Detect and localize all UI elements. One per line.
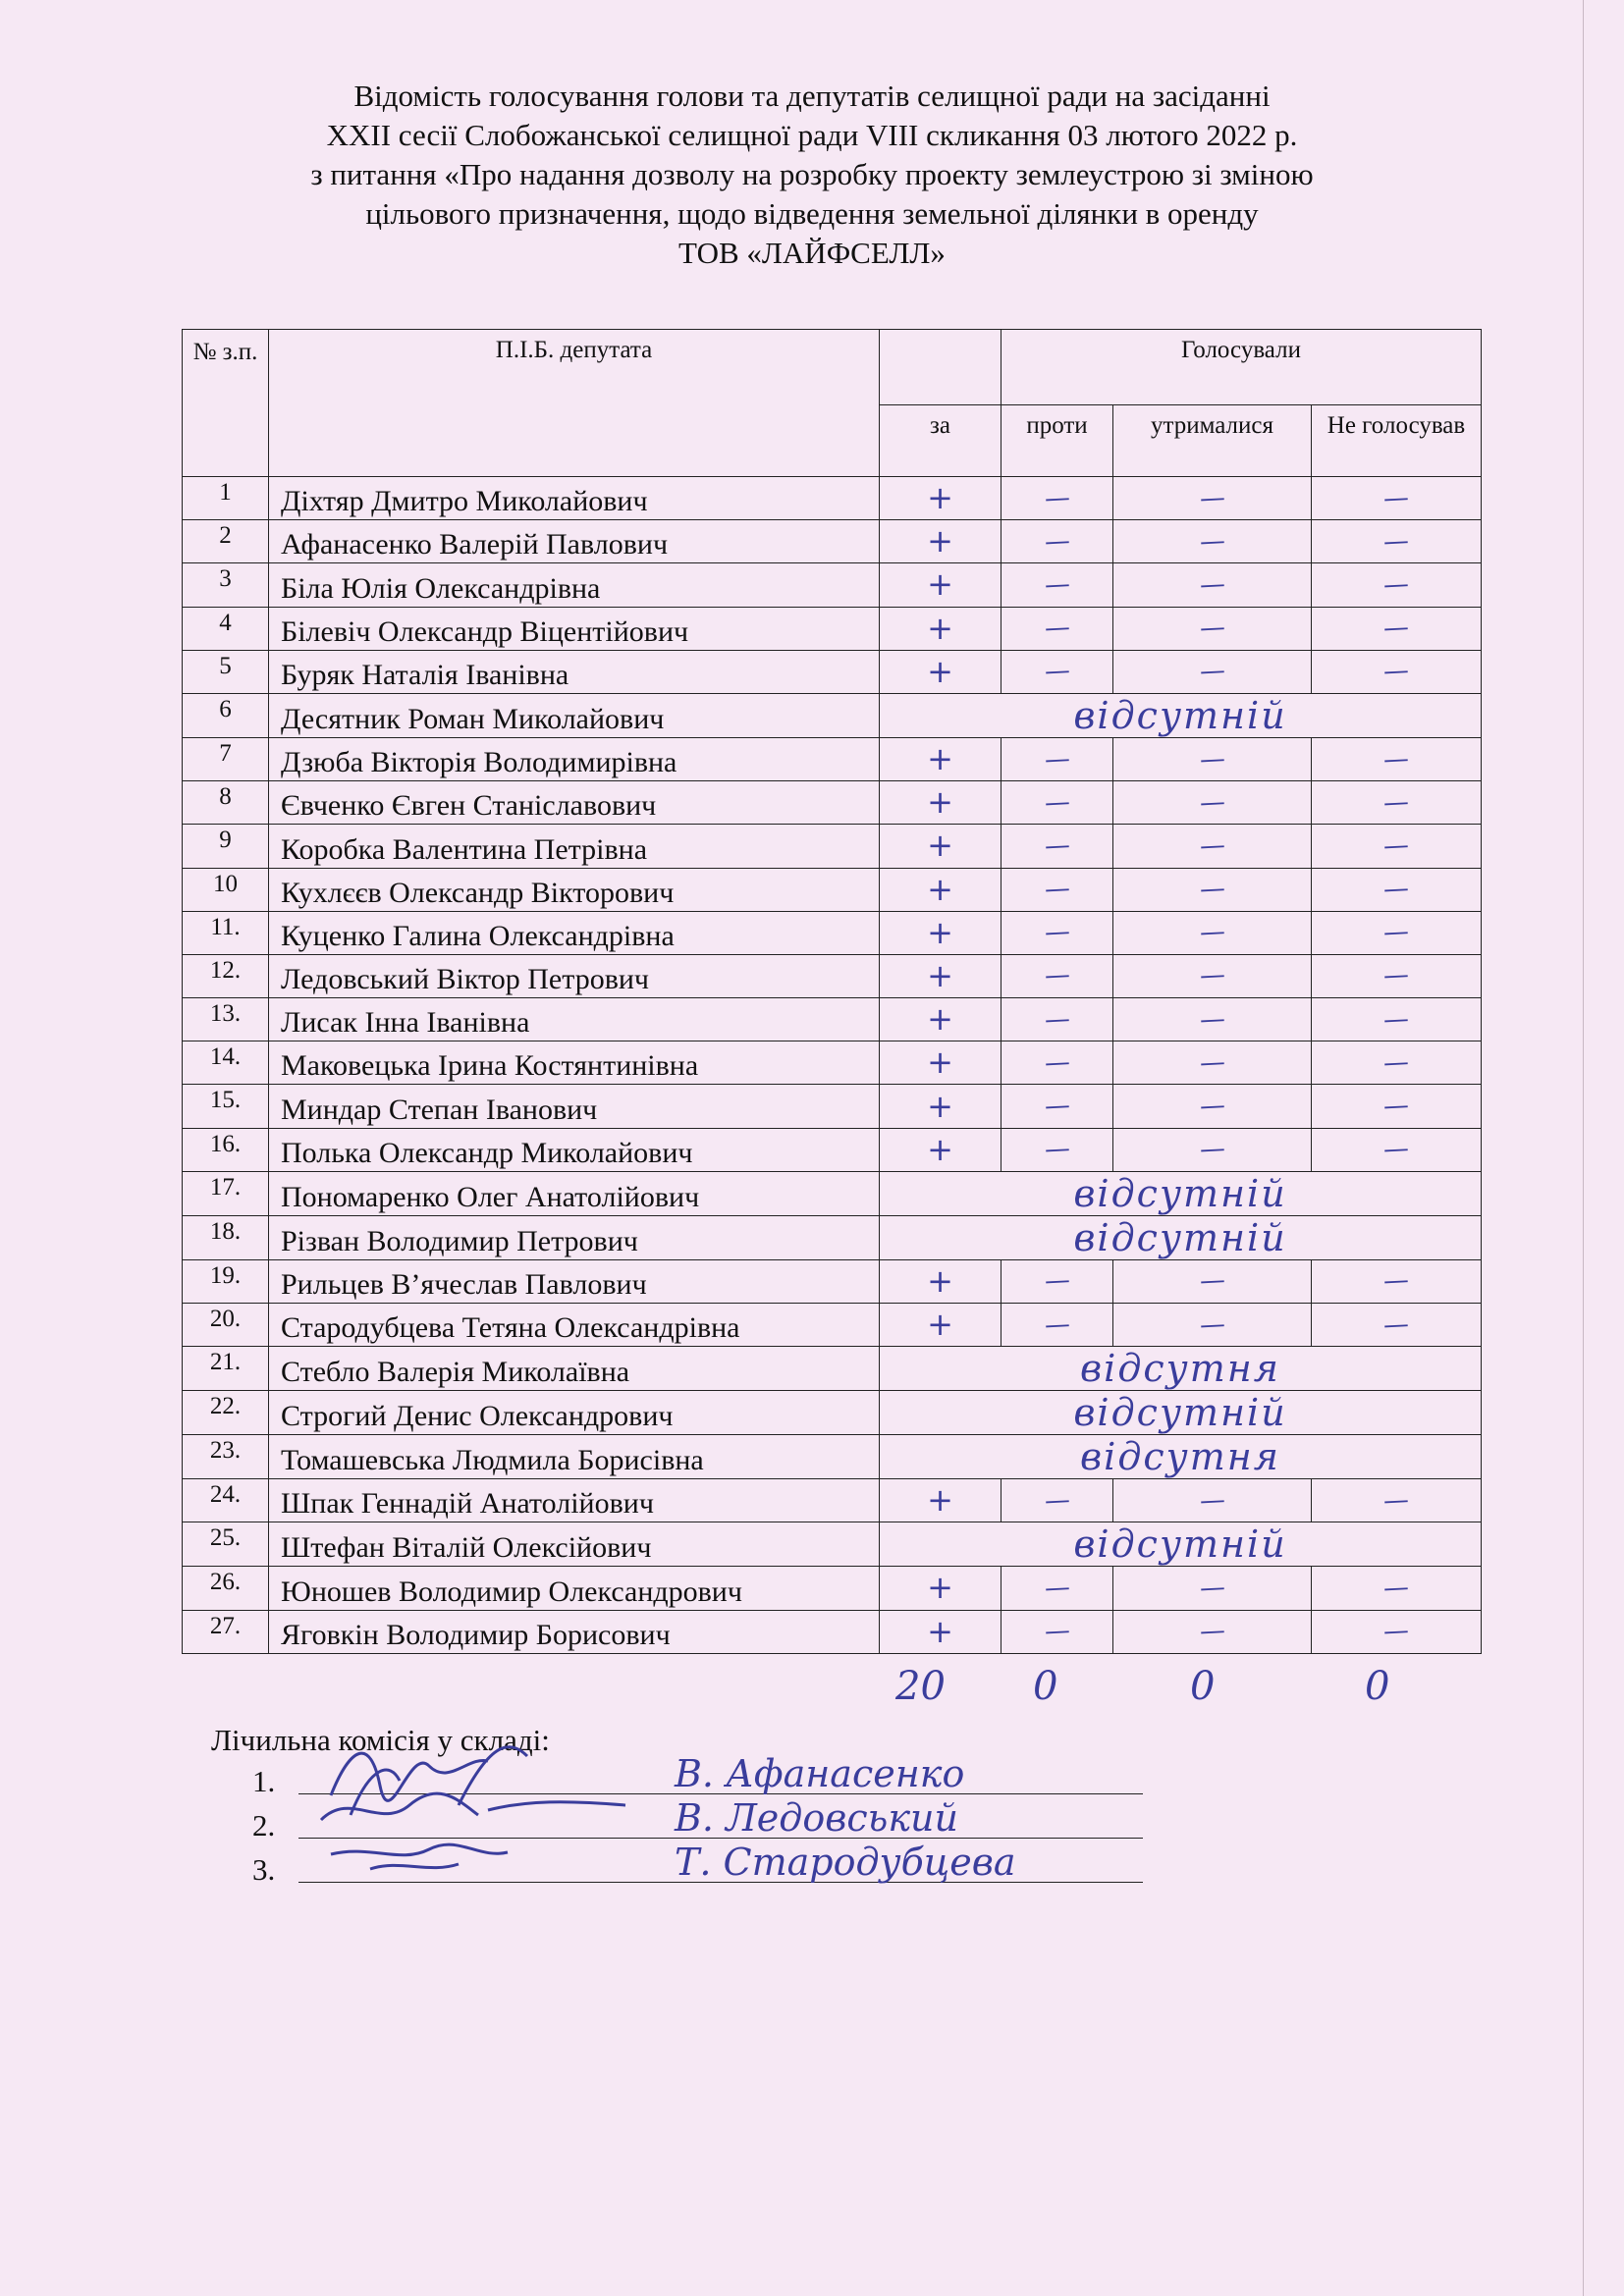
vote-not-voted-mark: — bbox=[1382, 960, 1410, 992]
total-against: 0 bbox=[1033, 1664, 1058, 1709]
vote-for bbox=[880, 1304, 1001, 1347]
deputy-name: Діхтяр Дмитро Миколайович bbox=[269, 477, 880, 520]
vote-not-voted-mark: — bbox=[1382, 613, 1410, 644]
vote-against-mark: — bbox=[1043, 1003, 1071, 1036]
absent-note: відсутній bbox=[880, 1215, 1482, 1259]
vote-against bbox=[1001, 1479, 1113, 1522]
vote-not-voted bbox=[1312, 1479, 1482, 1522]
title-line: Відомість голосування голови та депутатів селищної ради на засіданні bbox=[353, 79, 1271, 113]
vote-against bbox=[1001, 825, 1113, 868]
vote-abstain-mark: — bbox=[1198, 526, 1226, 558]
table-row bbox=[183, 650, 1482, 693]
deputy-name: Юношев Володимир Олександрович bbox=[269, 1567, 880, 1610]
row-number: 27. bbox=[183, 1610, 269, 1653]
vote-abstain-mark: — bbox=[1198, 1485, 1226, 1517]
vote-abstain bbox=[1113, 954, 1312, 997]
deputy-name: Стебло Валерія Миколаївна bbox=[269, 1347, 880, 1391]
vote-against-mark: — bbox=[1043, 960, 1071, 992]
deputy-name: Миндар Степан Іванович bbox=[269, 1085, 880, 1128]
vote-not-voted-mark: — bbox=[1382, 1573, 1410, 1604]
vote-not-voted bbox=[1312, 477, 1482, 520]
vote-not-voted-mark: — bbox=[1382, 1003, 1410, 1036]
vote-not-voted bbox=[1312, 737, 1482, 780]
deputy-name: Дзюба Вікторія Володимирівна bbox=[269, 737, 880, 780]
vote-against bbox=[1001, 650, 1113, 693]
vote-abstain-mark: — bbox=[1198, 1573, 1226, 1604]
vote-not-voted-mark: — bbox=[1382, 482, 1410, 514]
vote-abstain-mark: — bbox=[1198, 1308, 1226, 1341]
table-row bbox=[183, 1171, 1482, 1215]
row-number: 3 bbox=[183, 563, 269, 607]
row-number: 15. bbox=[183, 1085, 269, 1128]
vote-for bbox=[880, 1567, 1001, 1610]
member-number: 1. bbox=[252, 1764, 276, 1798]
row-number: 6 bbox=[183, 693, 269, 737]
header-name: П.І.Б. депутата bbox=[269, 330, 880, 477]
vote-for-mark: + bbox=[927, 522, 953, 561]
vote-for bbox=[880, 954, 1001, 997]
vote-against-mark: — bbox=[1043, 482, 1071, 514]
total-for: 20 bbox=[895, 1664, 946, 1709]
vote-for-mark: + bbox=[927, 1261, 953, 1300]
voting-rows bbox=[183, 477, 1482, 1654]
vote-not-voted bbox=[1312, 650, 1482, 693]
row-number: 2 bbox=[183, 520, 269, 563]
row-number: 1 bbox=[183, 477, 269, 520]
title-line: з питання «Про надання дозволу на розробку проекту землеустрою зі зміною bbox=[310, 157, 1314, 191]
table-row bbox=[183, 737, 1482, 780]
vote-for-mark: + bbox=[927, 1481, 953, 1520]
vote-against-mark: — bbox=[1043, 569, 1071, 601]
vote-not-voted-mark: — bbox=[1382, 787, 1410, 819]
vote-abstain bbox=[1113, 781, 1312, 825]
vote-for bbox=[880, 1479, 1001, 1522]
table-row bbox=[183, 781, 1482, 825]
vote-not-voted bbox=[1312, 520, 1482, 563]
vote-for bbox=[880, 520, 1001, 563]
vote-abstain bbox=[1113, 520, 1312, 563]
absent-note: відсутній bbox=[880, 693, 1482, 737]
vote-for-mark: + bbox=[927, 827, 953, 865]
table-row bbox=[183, 607, 1482, 650]
vote-abstain bbox=[1113, 607, 1312, 650]
vote-abstain bbox=[1113, 1041, 1312, 1085]
deputy-name: Пономаренко Олег Анатолійович bbox=[269, 1171, 880, 1215]
vote-not-voted bbox=[1312, 1041, 1482, 1085]
vote-against bbox=[1001, 1128, 1113, 1171]
vote-against bbox=[1001, 781, 1113, 825]
table-row bbox=[183, 911, 1482, 954]
vote-for bbox=[880, 911, 1001, 954]
vote-against-mark: — bbox=[1043, 1047, 1071, 1079]
vote-for bbox=[880, 1085, 1001, 1128]
deputy-name: Куценко Галина Олександрівна bbox=[269, 911, 880, 954]
deputy-name: Різван Володимир Петрович bbox=[269, 1215, 880, 1259]
row-number: 13. bbox=[183, 998, 269, 1041]
table-row bbox=[183, 825, 1482, 868]
row-number: 18. bbox=[183, 1215, 269, 1259]
vote-against bbox=[1001, 1041, 1113, 1085]
title-line: цільового призначення, щодо відведення земельної ділянки в оренду bbox=[365, 196, 1259, 231]
vote-against bbox=[1001, 563, 1113, 607]
vote-for-mark: + bbox=[927, 783, 953, 822]
absent-note: відсутній bbox=[880, 1522, 1482, 1567]
vote-not-voted bbox=[1312, 1610, 1482, 1653]
header-for: за bbox=[880, 405, 1001, 477]
deputy-name: Десятник Роман Миколайович bbox=[269, 693, 880, 737]
vote-abstain-mark: — bbox=[1198, 482, 1226, 514]
header-blank bbox=[880, 330, 1001, 405]
vote-not-voted-mark: — bbox=[1382, 874, 1410, 905]
vote-abstain-mark: — bbox=[1198, 613, 1226, 644]
vote-abstain bbox=[1113, 650, 1312, 693]
row-number: 22. bbox=[183, 1391, 269, 1435]
vote-totals bbox=[0, 1664, 1624, 1723]
absent-note: відсутня bbox=[880, 1435, 1482, 1479]
deputy-name: Буряк Наталія Іванівна bbox=[269, 650, 880, 693]
vote-abstain-mark: — bbox=[1198, 1003, 1226, 1036]
row-number: 4 bbox=[183, 607, 269, 650]
vote-not-voted-mark: — bbox=[1382, 743, 1410, 775]
table-row bbox=[183, 1391, 1482, 1435]
vote-for bbox=[880, 737, 1001, 780]
table-row bbox=[183, 998, 1482, 1041]
deputy-name: Кухлєєв Олександр Вікторович bbox=[269, 868, 880, 911]
title-line: XXII сесії Слобожанської селищної ради VIII скликання 03 лютого 2022 р. bbox=[326, 118, 1298, 152]
vote-abstain-mark: — bbox=[1198, 1616, 1226, 1647]
vote-for-mark: + bbox=[927, 870, 953, 908]
scan-margin-line bbox=[1583, 0, 1584, 2296]
row-number: 8 bbox=[183, 781, 269, 825]
table-row bbox=[183, 520, 1482, 563]
absent-note: відсутній bbox=[880, 1171, 1482, 1215]
vote-for bbox=[880, 1041, 1001, 1085]
vote-against-mark: — bbox=[1043, 1573, 1071, 1604]
vote-against bbox=[1001, 868, 1113, 911]
vote-against bbox=[1001, 607, 1113, 650]
vote-not-voted-mark: — bbox=[1382, 1091, 1410, 1122]
vote-for bbox=[880, 1128, 1001, 1171]
vote-against-mark: — bbox=[1043, 874, 1071, 905]
vote-not-voted bbox=[1312, 911, 1482, 954]
row-number: 9 bbox=[183, 825, 269, 868]
vote-abstain-mark: — bbox=[1198, 656, 1226, 688]
vote-against-mark: — bbox=[1043, 1616, 1071, 1647]
vote-abstain-mark: — bbox=[1198, 960, 1226, 992]
member-number: 2. bbox=[252, 1808, 276, 1842]
vote-for-mark: + bbox=[927, 1306, 953, 1344]
row-number: 26. bbox=[183, 1567, 269, 1610]
vote-abstain bbox=[1113, 1128, 1312, 1171]
vote-abstain bbox=[1113, 737, 1312, 780]
row-number: 23. bbox=[183, 1435, 269, 1479]
header-abstain: утрималися bbox=[1113, 405, 1312, 477]
vote-abstain-mark: — bbox=[1198, 1265, 1226, 1298]
title-line: ТОВ «ЛАЙФСЕЛЛ» bbox=[678, 236, 946, 270]
vote-abstain bbox=[1113, 1610, 1312, 1653]
vote-abstain bbox=[1113, 1479, 1312, 1522]
vote-abstain bbox=[1113, 477, 1312, 520]
vote-abstain bbox=[1113, 868, 1312, 911]
header-number: № з.п. bbox=[183, 330, 269, 477]
vote-against-mark: — bbox=[1043, 787, 1071, 819]
deputy-name: Ледовський Віктор Петрович bbox=[269, 954, 880, 997]
row-number: 20. bbox=[183, 1304, 269, 1347]
vote-against bbox=[1001, 477, 1113, 520]
row-number: 14. bbox=[183, 1041, 269, 1085]
vote-for bbox=[880, 825, 1001, 868]
vote-for-mark: + bbox=[927, 913, 953, 951]
table-row bbox=[183, 1304, 1482, 1347]
vote-against-mark: — bbox=[1043, 1091, 1071, 1122]
vote-against bbox=[1001, 1259, 1113, 1303]
vote-not-voted-mark: — bbox=[1382, 1265, 1410, 1298]
deputy-name: Білевіч Олександр Віцентійович bbox=[269, 607, 880, 650]
vote-for bbox=[880, 998, 1001, 1041]
vote-not-voted-mark: — bbox=[1382, 656, 1410, 688]
deputy-name: Коробка Валентина Петрівна bbox=[269, 825, 880, 868]
row-number: 12. bbox=[183, 954, 269, 997]
row-number: 5 bbox=[183, 650, 269, 693]
vote-against bbox=[1001, 998, 1113, 1041]
vote-abstain bbox=[1113, 563, 1312, 607]
table-row bbox=[183, 1435, 1482, 1479]
vote-for-mark: + bbox=[927, 1000, 953, 1039]
vote-abstain bbox=[1113, 825, 1312, 868]
vote-for-mark: + bbox=[927, 1087, 953, 1125]
vote-abstain-mark: — bbox=[1198, 874, 1226, 905]
signature-scribble bbox=[311, 1815, 606, 1894]
vote-not-voted-mark: — bbox=[1382, 830, 1410, 862]
vote-against bbox=[1001, 1085, 1113, 1128]
vote-not-voted bbox=[1312, 563, 1482, 607]
vote-against bbox=[1001, 954, 1113, 997]
vote-against bbox=[1001, 1610, 1113, 1653]
table-row bbox=[183, 1259, 1482, 1303]
vote-against-mark: — bbox=[1043, 1265, 1071, 1298]
vote-for bbox=[880, 563, 1001, 607]
deputy-name: Яговкін Володимир Борисович bbox=[269, 1610, 880, 1653]
vote-for-mark: + bbox=[927, 609, 953, 647]
vote-not-voted bbox=[1312, 998, 1482, 1041]
document-title bbox=[0, 77, 1624, 273]
vote-not-voted-mark: — bbox=[1382, 569, 1410, 601]
row-number: 17. bbox=[183, 1171, 269, 1215]
vote-not-voted-mark: — bbox=[1382, 1308, 1410, 1341]
deputy-name: Стародубцева Тетяна Олександрівна bbox=[269, 1304, 880, 1347]
table-row bbox=[183, 1128, 1482, 1171]
vote-abstain-mark: — bbox=[1198, 743, 1226, 775]
row-number: 21. bbox=[183, 1347, 269, 1391]
commission-member bbox=[252, 1796, 958, 1843]
deputy-name: Афанасенко Валерій Павлович bbox=[269, 520, 880, 563]
deputy-name: Біла Юлія Олександрівна bbox=[269, 563, 880, 607]
vote-for-mark: + bbox=[927, 565, 953, 604]
vote-for bbox=[880, 868, 1001, 911]
member-number: 3. bbox=[252, 1852, 276, 1887]
header-voted: Голосували bbox=[1001, 330, 1482, 405]
vote-for-mark: + bbox=[927, 479, 953, 517]
vote-abstain bbox=[1113, 1567, 1312, 1610]
vote-for-mark: + bbox=[927, 740, 953, 778]
table-row bbox=[183, 1522, 1482, 1567]
vote-against-mark: — bbox=[1043, 1134, 1071, 1165]
vote-against-mark: — bbox=[1043, 656, 1071, 688]
row-number: 10 bbox=[183, 868, 269, 911]
table-row bbox=[183, 1215, 1482, 1259]
member-handwritten-name: В. Афанасенко bbox=[675, 1752, 965, 1795]
table-row bbox=[183, 954, 1482, 997]
table-row bbox=[183, 477, 1482, 520]
vote-not-voted bbox=[1312, 868, 1482, 911]
vote-against-mark: — bbox=[1043, 1308, 1071, 1341]
commission-member bbox=[252, 1752, 965, 1799]
vote-not-voted bbox=[1312, 1304, 1482, 1347]
absent-note: відсутній bbox=[880, 1391, 1482, 1435]
deputy-name: Строгий Денис Олександрович bbox=[269, 1391, 880, 1435]
vote-not-voted-mark: — bbox=[1382, 917, 1410, 948]
member-handwritten-name: В. Ледовський bbox=[675, 1796, 958, 1840]
vote-against bbox=[1001, 911, 1113, 954]
header-not-voted: Не голосував bbox=[1312, 405, 1482, 477]
vote-not-voted bbox=[1312, 1567, 1482, 1610]
row-number: 11. bbox=[183, 911, 269, 954]
table-row bbox=[183, 1085, 1482, 1128]
table-row bbox=[183, 1567, 1482, 1610]
vote-against-mark: — bbox=[1043, 1485, 1071, 1517]
table-row bbox=[183, 1347, 1482, 1391]
vote-not-voted bbox=[1312, 1085, 1482, 1128]
commission-heading: Лічильна комісія у складі: bbox=[211, 1723, 550, 1757]
vote-abstain bbox=[1113, 911, 1312, 954]
vote-not-voted-mark: — bbox=[1382, 526, 1410, 558]
vote-abstain bbox=[1113, 1085, 1312, 1128]
vote-not-voted bbox=[1312, 781, 1482, 825]
vote-not-voted bbox=[1312, 607, 1482, 650]
vote-against bbox=[1001, 737, 1113, 780]
table-row bbox=[183, 868, 1482, 911]
vote-for-mark: + bbox=[927, 1043, 953, 1082]
deputy-name: Лисак Інна Іванівна bbox=[269, 998, 880, 1041]
row-number: 24. bbox=[183, 1479, 269, 1522]
vote-not-voted bbox=[1312, 825, 1482, 868]
member-handwritten-name: Т. Стародубцева bbox=[675, 1841, 1016, 1884]
vote-against-mark: — bbox=[1043, 830, 1071, 862]
deputy-name: Штефан Віталій Олексійович bbox=[269, 1522, 880, 1567]
vote-for bbox=[880, 781, 1001, 825]
row-number: 25. bbox=[183, 1522, 269, 1567]
vote-for-mark: + bbox=[927, 1569, 953, 1607]
vote-not-voted-mark: — bbox=[1382, 1047, 1410, 1079]
deputy-name: Полька Олександр Миколайович bbox=[269, 1128, 880, 1171]
vote-for bbox=[880, 1259, 1001, 1303]
vote-abstain bbox=[1113, 1304, 1312, 1347]
vote-not-voted-mark: — bbox=[1382, 1616, 1410, 1647]
table-row bbox=[183, 1041, 1482, 1085]
vote-against-mark: — bbox=[1043, 743, 1071, 775]
total-abstain: 0 bbox=[1190, 1664, 1216, 1709]
vote-against bbox=[1001, 1567, 1113, 1610]
row-number: 19. bbox=[183, 1259, 269, 1303]
absent-note: відсутня bbox=[880, 1347, 1482, 1391]
vote-for bbox=[880, 1610, 1001, 1653]
header-against: проти bbox=[1001, 405, 1113, 477]
total-not-voted: 0 bbox=[1365, 1664, 1390, 1709]
vote-abstain-mark: — bbox=[1198, 1091, 1226, 1122]
row-number: 16. bbox=[183, 1128, 269, 1171]
vote-for-mark: + bbox=[927, 956, 953, 994]
vote-abstain-mark: — bbox=[1198, 1134, 1226, 1165]
vote-for bbox=[880, 477, 1001, 520]
vote-against-mark: — bbox=[1043, 917, 1071, 948]
vote-for-mark: + bbox=[927, 1130, 953, 1168]
commission-member bbox=[252, 1841, 1016, 1888]
table-row bbox=[183, 693, 1482, 737]
vote-abstain-mark: — bbox=[1198, 569, 1226, 601]
vote-against-mark: — bbox=[1043, 526, 1071, 558]
vote-abstain-mark: — bbox=[1198, 1047, 1226, 1079]
deputy-name: Томашевська Людмила Борисівна bbox=[269, 1435, 880, 1479]
vote-not-voted-mark: — bbox=[1382, 1134, 1410, 1165]
vote-against bbox=[1001, 1304, 1113, 1347]
vote-abstain bbox=[1113, 1259, 1312, 1303]
table-row bbox=[183, 1610, 1482, 1653]
vote-not-voted bbox=[1312, 954, 1482, 997]
vote-for-mark: + bbox=[927, 1612, 953, 1650]
voting-table bbox=[182, 329, 1482, 1654]
vote-for bbox=[880, 607, 1001, 650]
vote-abstain bbox=[1113, 998, 1312, 1041]
vote-abstain-mark: — bbox=[1198, 787, 1226, 819]
table-row bbox=[183, 563, 1482, 607]
deputy-name: Маковецька Ірина Костянтинівна bbox=[269, 1041, 880, 1085]
vote-for-mark: + bbox=[927, 652, 953, 690]
vote-not-voted-mark: — bbox=[1382, 1485, 1410, 1517]
vote-against-mark: — bbox=[1043, 613, 1071, 644]
deputy-name: Рильцев В’ячеслав Павлович bbox=[269, 1259, 880, 1303]
vote-abstain-mark: — bbox=[1198, 830, 1226, 862]
row-number: 7 bbox=[183, 737, 269, 780]
vote-for bbox=[880, 650, 1001, 693]
deputy-name: Шпак Геннадій Анатолійович bbox=[269, 1479, 880, 1522]
vote-not-voted bbox=[1312, 1259, 1482, 1303]
vote-against bbox=[1001, 520, 1113, 563]
deputy-name: Євченко Євген Станіславович bbox=[269, 781, 880, 825]
vote-abstain-mark: — bbox=[1198, 917, 1226, 948]
vote-not-voted bbox=[1312, 1128, 1482, 1171]
table-row bbox=[183, 1479, 1482, 1522]
